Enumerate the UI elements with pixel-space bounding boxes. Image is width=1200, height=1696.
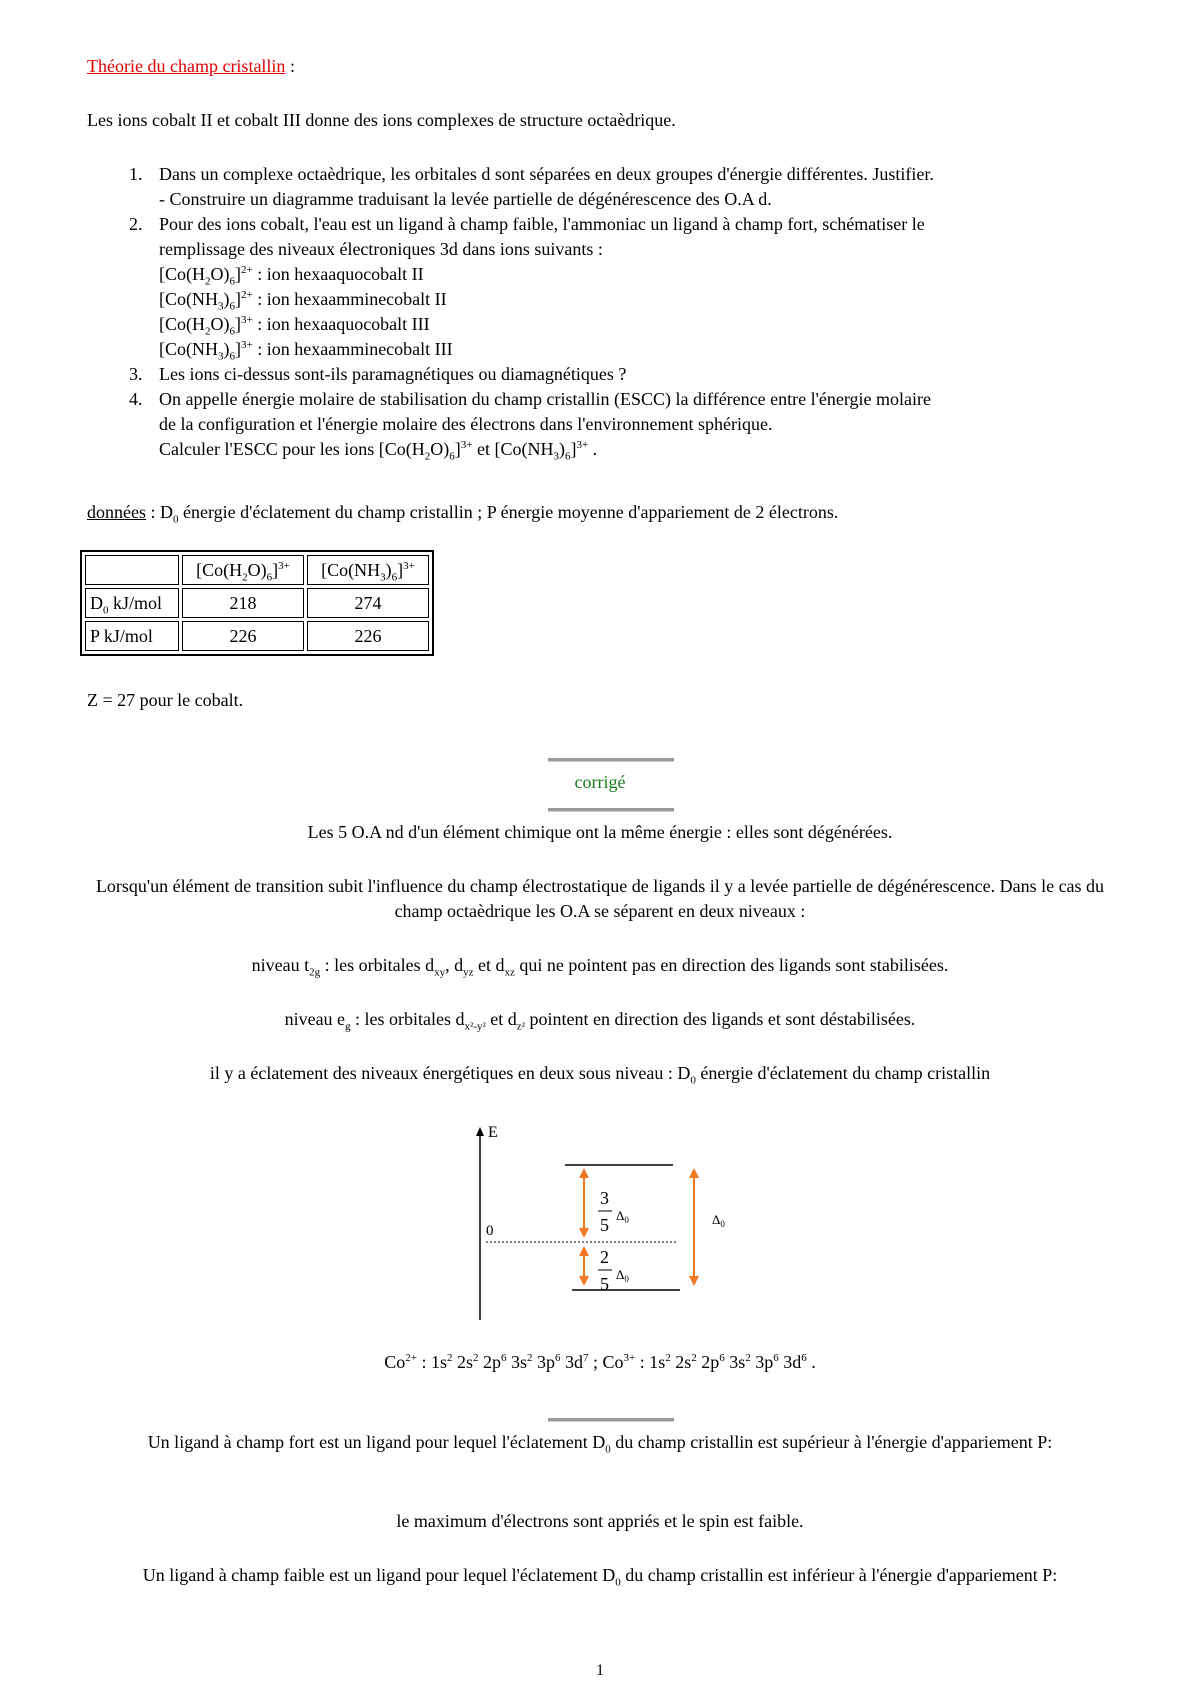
fraction-numerator: 3 [600,1188,609,1208]
page-number: 1 [596,1662,604,1679]
question-3: 3. Les ions ci-dessus sont-ils paramagnétiques ou diamagnétiques ? [129,364,627,384]
question-1: 1. Dans un complexe octaèdrique, les orbitales d sont séparées en deux groupes d'énergie différentes. Justifier. - Construire un diagramme traduisant la levée partielle de dégénérescence des O.A d. [129,164,934,209]
table-row [85,588,429,618]
ion-formula: $[Co(H_2O)_6]^{2+}$ : ion hexaaquocobalt II [159,264,424,288]
paragraph: Les 5 O.A nd d'un élément chimique ont la même énergie : elles sont dégénérées. [307,822,893,842]
table-header-cell [85,555,179,585]
arrow-down-icon [579,1276,589,1286]
table-cell: 226 [307,621,429,651]
paragraph-eclatement: il y a éclatement des niveaux énergétiques en deux sous niveau : $D_0$ énergie d'éclatement du champ cristallin [209,1063,991,1087]
fraction-numerator: 2 [600,1247,609,1267]
paragraph-champ-fort: Un ligand à champ fort est un ligand pour lequel l'éclatement $D_0$ du champ cristallin est supérieur à l'énergie d'appariement P: [147,1432,1053,1456]
z-text: Z = 27 pour le cobalt. [87,690,244,710]
arrow-down-icon [579,1228,589,1238]
divider [548,1418,674,1422]
energy-diagram [460,1118,740,1338]
arrow-down-icon [689,1276,699,1286]
intro-text: Les ions cobalt II et cobalt III donne des ions complexes de structure octaèdrique. [87,110,676,130]
table-cell: 274 [307,588,429,618]
fraction-denominator: 5 [600,1274,609,1294]
table-row [85,621,429,651]
data-table [80,550,434,656]
paragraph-t2g: niveau $t_{2g}$ : les orbitales $d_{xy}$, $d_{yz}$ et $d_{xz}$ qui ne pointent pas en direction des ligands sont stabilisées. [251,955,949,979]
split-arrows [579,1168,699,1286]
arrow-up-icon [689,1168,699,1178]
table-header-cell: $[Co(H_2O)_6]^{3+}$ [182,555,304,585]
donnees-line: données : $D_0$ énergie d'éclatement du champ cristallin ; P énergie moyenne d'appariement de 2 électrons. [87,502,839,526]
axis-arrow-icon [476,1127,484,1136]
table-cell: 218 [182,588,304,618]
question-list [87,162,934,462]
table-cell: P kJ/mol [85,621,179,651]
table-cell: 226 [182,621,304,651]
paragraph: le maximum d'électrons sont appriés et le spin est faible. [396,1511,804,1531]
divider [548,808,674,812]
title-link: Théorie du champ cristallin [87,56,286,76]
table-cell: $D_0$ kJ/mol [85,588,179,618]
question-2: 2. Pour des ions cobalt, l'eau est un ligand à champ faible, l'ammoniac un ligand à champ fort, schématiser le remplissage des niveaux électroniques 3d dans ions suivants : $[Co(H_2O)_6]^{2+}$ : ion hexaaquocobalt II $[Co(NH_3)_6]^{2+}$ : ion hexaamminecobalt II $[Co(H_2O)_6]^{3+}$ : ion hexaaquocobalt III $[Co(NH_3)_6]^{3+}$ : ion hexaamminecobalt III [87,212,934,362]
question-4: 4. On appelle énergie molaire de stabilisation du champ cristallin (ESCC) la différence entre l'énergie molaire de la configuration et l'énergie molaire des électrons dans l'environnement sphérique. Calculer l'ESCC pour les ions $[Co(H_2O)_6]^{3+}$ et $[Co(NH_3)_6]^{3+}$ . [129,389,931,463]
delta-label: $\Delta_0$ [616,1267,629,1284]
arrow-up-icon [579,1246,589,1256]
corrige-heading: corrigé [574,772,626,792]
paragraph: Lorsqu'un élément de transition subit l'influence du champ électrostatique de ligands il y a levée partielle de dégénérescence. Dans le cas du champ octaèdrique les O.A se séparent en deux niveaux : [95,876,1105,921]
section-title: Théorie du champ cristallin : [87,56,295,76]
divider [548,758,674,762]
ion-formula: $[Co(NH_3)_6]^{3+}$ : ion hexaamminecobalt III [159,339,453,363]
delta-label: $\Delta_0$ [616,1208,629,1225]
arrow-up-icon [579,1168,589,1178]
fraction-denominator: 5 [600,1215,609,1235]
paragraph-eg: niveau $e_g$ : les orbitales $d_{x^2-y^2}$ et $d_{z^2}$ pointent en direction des ligands et sont déstabilisées. [284,1009,916,1033]
axis-label: E [488,1124,498,1141]
zero-label: 0 [486,1223,494,1239]
ion-formula: $[Co(H_2O)_6]^{3+}$ : ion hexaaquocobalt III [159,314,430,338]
paragraph-champ-faible: Un ligand à champ faible est un ligand pour lequel l'éclatement $D_0$ du champ cristallin est inférieur à l'énergie d'appariement P: [142,1565,1058,1589]
ion-formula: $[Co(NH_3)_6]^{2+}$ : ion hexaamminecobalt II [159,289,447,313]
delta-total-label: $\Delta_0$ [712,1212,725,1229]
table-header-cell: $[Co(NH_3)_6]^{3+}$ [307,555,429,585]
table-row [85,555,429,585]
electron-configuration: $Co^{2+}$ : $1s^2$ $2s^2$ $2p^6$ $3s^2$ $3p^6$ $3d^7$ ; $Co^{3+}$ : $1s^2$ $2s^2$ $2p^6$ $3s^2$ $3p^6$ $3d^6$ . [384,1352,816,1372]
